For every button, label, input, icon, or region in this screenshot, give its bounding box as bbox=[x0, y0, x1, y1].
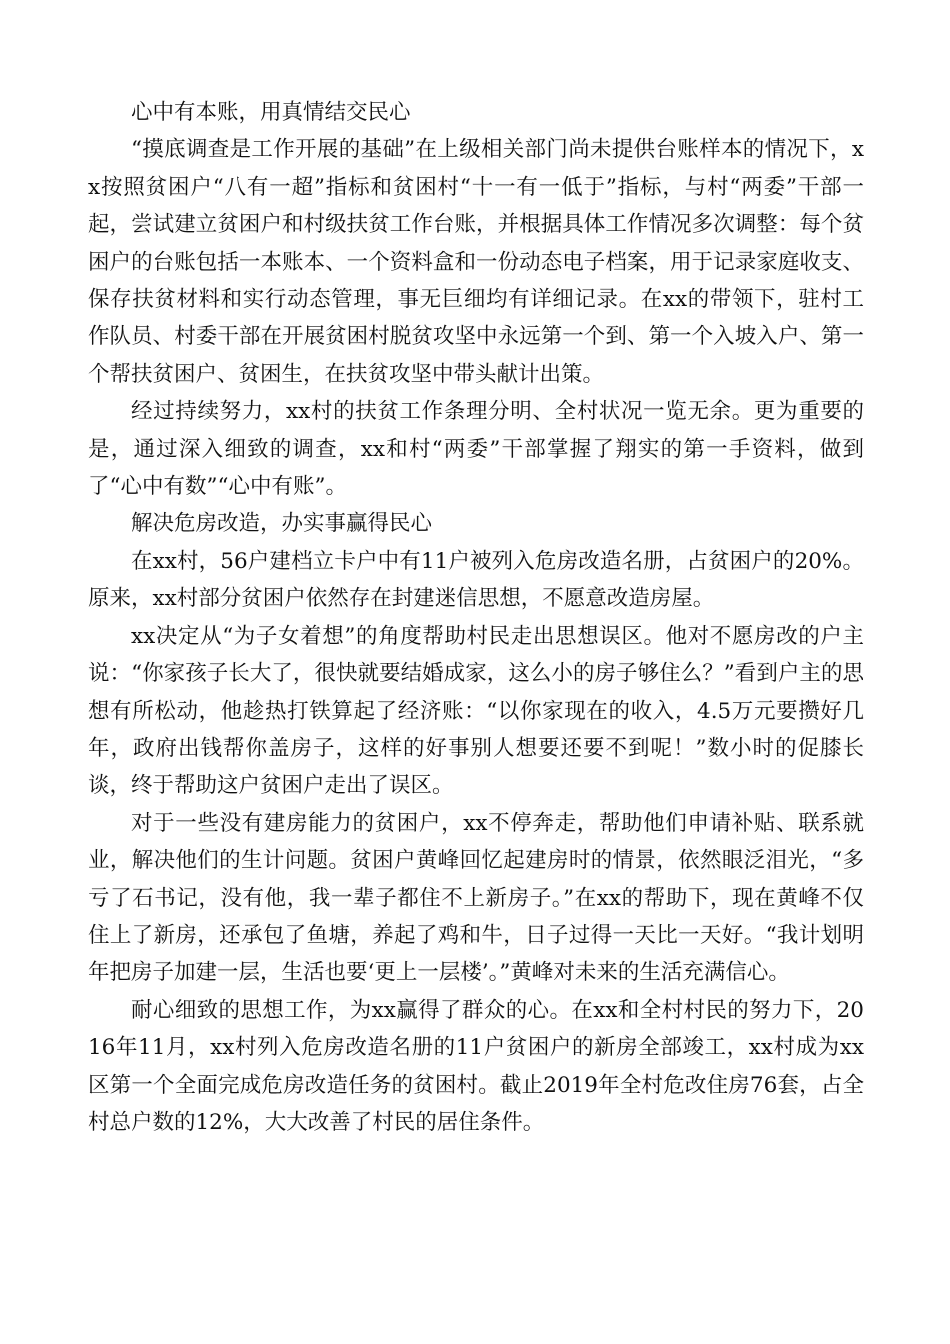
body-paragraph: 耐心细致的思想工作，为xx赢得了群众的心。在xx和全村村民的努力下，2016年11月，xx村列入危房改造名册的11户贫困户的新房全部竣工，xx村成为xx区第一个全面完成危房改造任务的贫困村。截止2019年全村危改住房76套，占全村总户数的12%，大大改善了村民的居住条件。 bbox=[88, 997, 864, 1135]
body-paragraph: 在xx村，56户建档立卡户中有11户被列入危房改造名册，占贫困户的20%。原来，xx村部分贫困户依然存在封建迷信思想，不愿意改造房屋。 bbox=[88, 548, 864, 612]
body-paragraph: “摸底调查是工作开展的基础”在上级相关部门尚未提供台账样本的情况下，xx按照贫困户“八有一超”指标和贫困村“十一有一低于”指标，与村“两委”干部一起，尝试建立贫困户和村级扶贫工作台账，并根据具体工作情况多次调整：每个贫困户的台账包括一本账本、一个资料盒和一份动态电子档案，用于记录家庭收支、保存扶贫材料和实行动态管理，事无巨细均有详细记录。在xx的带领下，驻村工作队员、村委干部在开展贫困村脱贫攻坚中永远第一个到、第一个入坡入户、第一个帮扶贫困户、贫困生，在扶贫攻坚中带头献计出策。 bbox=[88, 137, 864, 387]
section-heading-housing: 解决危房改造，办实事赢得民心 bbox=[131, 511, 433, 537]
body-paragraph: 对于一些没有建房能力的贫困户，xx不停奔走，帮助他们申请补贴、联系就业，解决他们的生计问题。贫困户黄峰回忆起建房时的情景，依然眼泛泪光，“多亏了石书记，没有他，我一辈子都住不上新房子。”在xx的帮助下，现在黄峰不仅住上了新房，还承包了鱼塘，养起了鸡和牛，日子过得一天比一天好。“我计划明年把房子加建一层，生活也要‘更上一层楼’。”黄峰对未来的生活充满信心。 bbox=[88, 810, 864, 986]
document-body bbox=[88, 94, 864, 1141]
body-paragraph: xx决定从“为子女着想”的角度帮助村民走出思想误区。他对不愿房改的户主说：“你家孩子长大了，很快就要结婚成家，这么小的房子够住么？”看到户主的思想有所松动，他趁热打铁算起了经济账：“以你家现在的收入，4.5万元要攒好几年，政府出钱帮你盖房子，这样的好事别人想要还要不到呢！”数小时的促膝长谈，终于帮助这户贫困户走出了误区。 bbox=[88, 623, 864, 799]
body-paragraph: 经过持续努力，xx村的扶贫工作条理分明、全村状况一览无余。更为重要的是，通过深入细致的调查，xx和村“两委”干部掌握了翔实的第一手资料，做到了“心中有数”“心中有账”。 bbox=[88, 399, 864, 500]
section-heading-ledger: 心中有本账，用真情结交民心 bbox=[131, 100, 411, 125]
